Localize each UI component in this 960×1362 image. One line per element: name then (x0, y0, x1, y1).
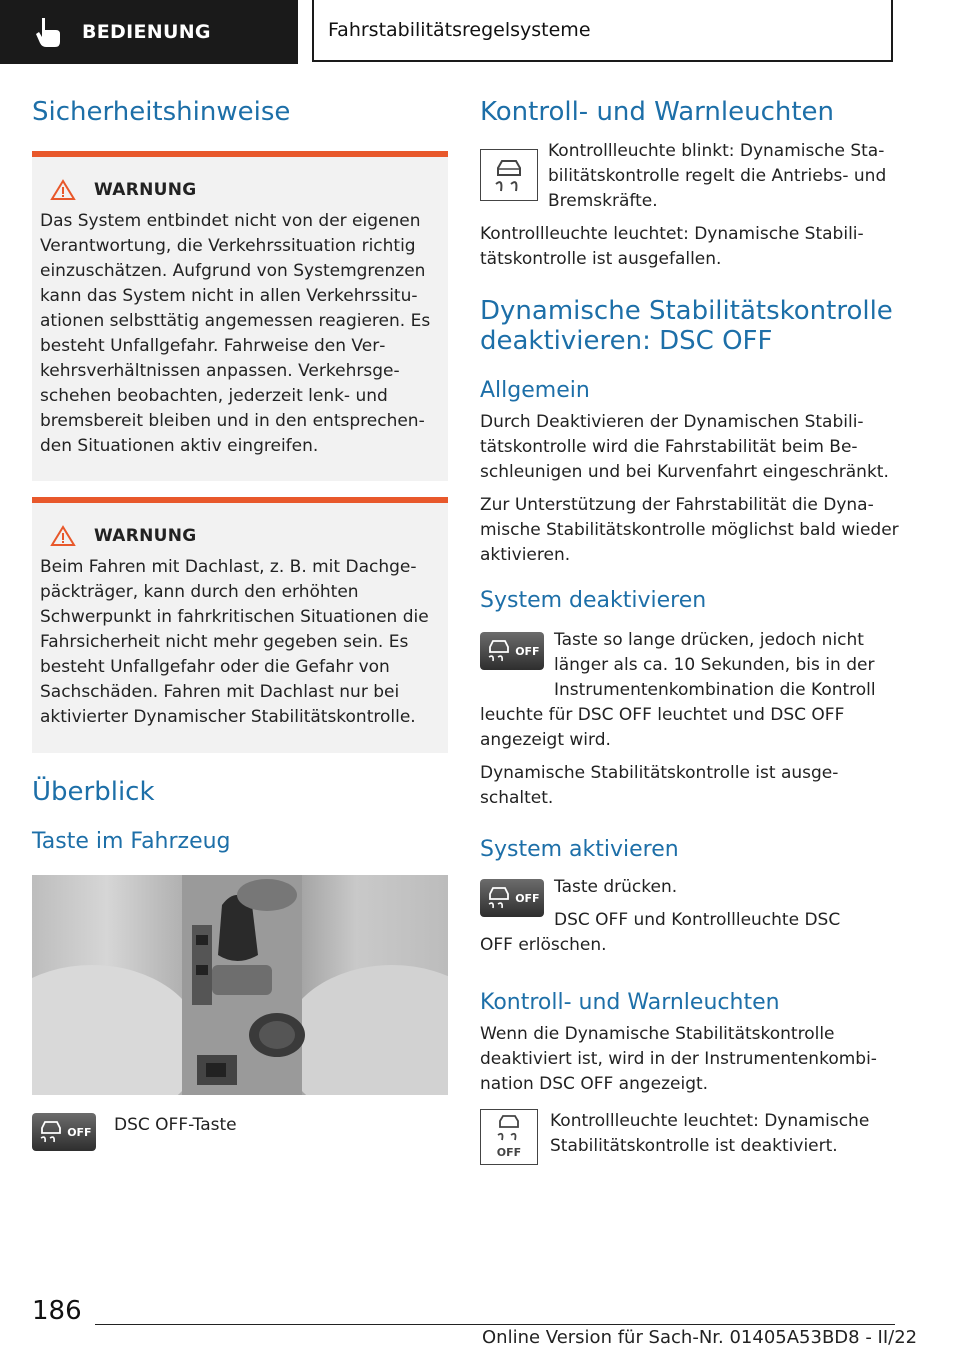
off-label: OFF (67, 1125, 92, 1139)
warning-box-2 (32, 497, 448, 753)
system-off-text-a: Taste so lange drücken, jedoch nicht länger als ca. 10 Sekunden, bis in der Instrumentenkombination die Kontroll (554, 630, 876, 700)
skid-car-icon (484, 884, 514, 912)
page-number: 186 (32, 1296, 82, 1326)
warning-box-1 (32, 151, 448, 481)
system-on-text2b: OFF erlöschen. (480, 935, 607, 955)
system-on-row (480, 875, 900, 933)
warning-title: WARNUNG (94, 526, 197, 546)
skid-car-icon (484, 637, 514, 665)
system-on-heading: System aktivieren (480, 837, 679, 862)
hand-pointer-icon (28, 12, 68, 52)
system-off-heading: System deaktivieren (480, 588, 707, 613)
system-on-text2a: DSC OFF und Kontrollleuchte DSC (554, 910, 841, 930)
lights2-heading: Kontroll- und Warnleuchten (480, 990, 780, 1015)
off-label: OFF (515, 644, 540, 658)
center-console-photo (32, 875, 448, 1095)
vehicle-button-heading: Taste im Fahrzeug (32, 829, 231, 854)
dsc-off-indicator (480, 1109, 538, 1165)
warning-triangle-icon (50, 179, 76, 201)
light-blinks-text: Kontrollleuchte blinkt: Dynamische Stabilitätskontrolle regelt die Antriebs- und Bremskräfte. (548, 141, 887, 211)
safety-heading: Sicherheitshinweise (32, 97, 291, 127)
deactivate-heading: Dynamische Stabilitätskontrolle deaktivieren: DSC OFF (480, 296, 893, 356)
dsc-off-button (480, 632, 544, 670)
warning-text: Das System entbindet nicht von der eigenen Verantwortung, die Verkehrssituation richtig einzuschätzen. Aufgrund von Systemgrenzen kann das System nicht in allen Verkehrssituationen selbsttätig angemessen reagieren. Es besteht Unfallgefahr. Fahrweise den Verkehrsverhältnissen anpassen. Verkehrsgeschehen beobachten, jederzeit lenk- und bremsbereit bleiben und in den entsprechenden Situationen aktiv eingreifen. (40, 211, 431, 456)
footer-rule (95, 1324, 895, 1325)
button-caption-row (32, 1113, 448, 1151)
off-label: OFF (496, 1146, 522, 1159)
warning-triangle-icon (50, 525, 76, 547)
lights2-text: Wenn die Dynamische Stabilitätskontrolle deaktiviert ist, wird in der Instrumentenkombination DSC OFF angezeigt. (480, 1024, 877, 1094)
system-off-p2: Dynamische Stabilitätskontrolle ist ausgeschaltet. (480, 763, 839, 808)
off-label: OFF (515, 891, 540, 905)
system-off-text-b: leuchte für DSC OFF leuchtet und DSC OFF angezeigt wird. (480, 705, 845, 750)
overview-heading: Überblick (32, 777, 155, 807)
system-off-row (480, 628, 900, 703)
general-p2: Zur Unterstützung der Fahrstabilität die Dynamische Stabilitätskontrolle möglichst bald wieder aktivieren. (480, 495, 899, 565)
online-version-note: Online Version für Sach-Nr. 01405A53BD8 - II/22 (482, 1327, 918, 1348)
light-lit-text: Kontrollleuchte leuchtet: Dynamische Stabilitätskontrolle ist ausgefallen. (480, 224, 864, 269)
button-caption: DSC OFF-Taste (114, 1115, 237, 1135)
console-illustration (32, 875, 448, 1095)
light-deactivated-text: Kontrollleuchte leuchtet: Dynamische Stabilitätskontrolle ist deaktiviert. (550, 1111, 870, 1156)
system-on-text1: Taste drücken. (554, 877, 678, 897)
chapter-header (312, 0, 893, 62)
dsc-off-button (480, 879, 544, 917)
general-p1: Durch Deaktivieren der Dynamischen Stabilitätskontrolle wird die Fahrstabilität beim Beschleunigen und bei Kurvenfahrt eingeschränkt. (480, 412, 889, 482)
general-heading: Allgemein (480, 378, 590, 403)
dsc-light-row (480, 139, 900, 214)
skid-car-icon (36, 1118, 66, 1146)
right-column (480, 95, 900, 1165)
lights-heading: Kontroll- und Warnleuchten (480, 97, 835, 127)
skid-car-icon (489, 156, 529, 194)
warning-title: WARNUNG (94, 180, 197, 200)
skid-car-off-icon (489, 1112, 529, 1162)
chapter-tab (0, 0, 298, 64)
dsc-off-light-row (480, 1109, 900, 1165)
left-column (32, 95, 448, 1151)
warning-text: Beim Fahren mit Dachlast, z. B. mit Dachgepäckträger, kann durch den erhöhten Schwerpunkt in fahrkritischen Situationen die Fahrsicherheit nicht mehr gegeben sein. Es besteht Unfallgefahr oder die Gefahr von Sachschäden. Fahren mit Dachlast nur bei aktivierter Dynamischer Stabilitätskontrolle. (40, 557, 429, 727)
chapter-title: Fahrstabilitätsregelsysteme (328, 19, 591, 41)
section-title: BEDIENUNG (82, 21, 211, 43)
dsc-indicator (480, 149, 538, 201)
dsc-off-button (32, 1113, 96, 1151)
